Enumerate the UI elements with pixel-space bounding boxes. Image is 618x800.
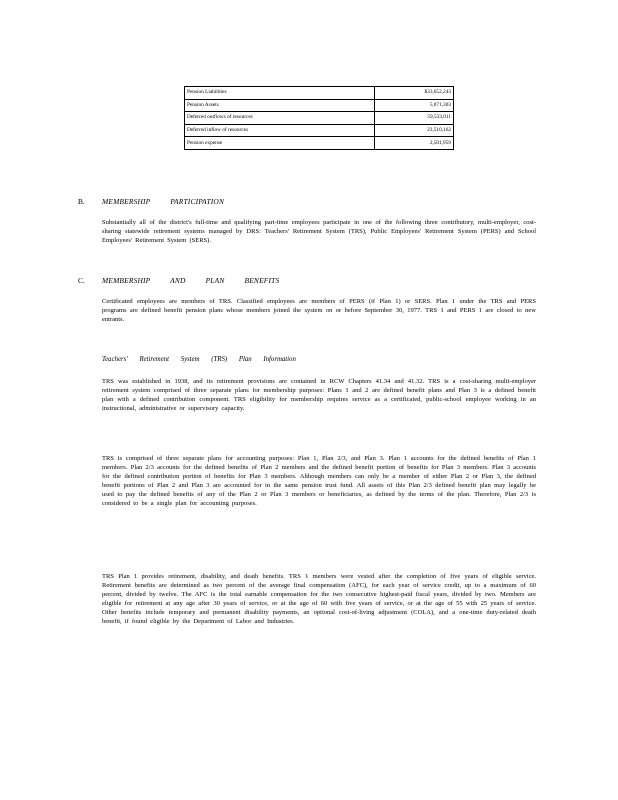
table-cell-label: Deferred inflow of resources [185, 124, 375, 137]
pension-summary-table [184, 86, 454, 150]
section-title: MEMBERSHIP AND PLAN BENEFITS [102, 276, 280, 285]
trs-plans-paragraph: TRS is comprised of three separate plans for accounting purposes: Plan 1, Plan 2/3, and Plan 3. Plan 1 accounts for the defined benefits of Plan 1 members. Plan 2/3 accounts for the defined benefits of Plan 2 members and the defined benefit portion of benefits for Plan 3 members. Plan 3 accounts for the defined contribution portion of benefits for Plan 3 members. Although members can only be a member of either Plan 2 or Plan 3, the defined benefit portions of Plan 2 and Plan 3 are accounted for in the same pension trust fund. All assets of this Plan 2/3 defined benefit plan may legally be used to pay the defined benefits of any of the Plan 2 or Plan 3 members or beneficiaries, as defined by the terms of the plan. Therefore, Plan 2/3 is considered to be a single plan for accounting purposes. [102, 455, 536, 508]
table-cell-value: $33,652,243 [375, 87, 454, 100]
section-b-paragraph: Substantially all of the district's full-time and qualifying part-time employees participate in one of the following three contributory, multi-employer, cost-sharing statewide retirement systems managed by DRS: Teachers' Retirement System (TRS), Public Employees' Retirement System (PERS) and School Employees' Retirement System (SERS). [102, 219, 536, 245]
table-cell-value: 2,501,959 [375, 137, 454, 150]
trs-subheading: Teachers' Retirement System (TRS) Plan Information [102, 356, 296, 363]
section-letter: B. [78, 197, 85, 206]
table-cell-label: Pension expense [185, 137, 375, 150]
table-cell-label: Pension Liabilities [185, 87, 375, 100]
section-title: MEMBERSHIP PARTICIPATION [102, 197, 225, 206]
trs-plan1-benefits-paragraph: TRS Plan 1 provides retirement, disability, and death benefits. TRS 1 members were vested after the completion of five years of eligible service. Retirement benefits are determined as two percent of the average final compensation (AFC), for each year of service credit, up to a maximum of 60 percent, divided by twelve. The AFC is the total earnable compensation for the two consecutive highest-paid fiscal years, divided by two. Members are eligible for retirement at any age after 30 years of service, or at the age of 60 with five years of service, or at the age of 55 with 25 years of service. Other benefits include temporary and permanent disability payments, an optional cost-of-living adjustment (COLA), and a one-time duty-related death benefit, if found eligible by the Department of Labor and Industries. [102, 573, 536, 626]
section-letter: C. [78, 276, 85, 285]
trs-established-paragraph: TRS was established in 1938, and its retirement provisions are contained in RCW Chapters 41.34 and 41.32. TRS is a cost-sharing multi-employer retirement system comprised of three separate plans for membership purposes: Plans 1 and 2 are defined benefit plans and Plan 3 is a defined benefit plan with a defined contribution component. TRS eligibility for membership requires service as a certificated, public-school employee working in an instructional, administrative or supervisory capacity. [102, 378, 536, 413]
table-cell-label: Deferred outflows of resources [185, 112, 375, 125]
table-row [185, 112, 454, 125]
table-cell-value: 23,510,162 [375, 124, 454, 137]
table-cell-value: 5,071,303 [375, 99, 454, 112]
table-cell-label: Pension Assets [185, 99, 375, 112]
table-row [185, 99, 454, 112]
table-row [185, 124, 454, 137]
table-row [185, 137, 454, 150]
table-cell-value: 59,533,011 [375, 112, 454, 125]
table-row [185, 87, 454, 100]
section-c-paragraph: Certificated employees are members of TRS. Classified employees are members of PERS (if Plan 1) or SERS. Plan 1 under the TRS and PERS programs are defined benefit pension plans whose members joined the system on or before September 30, 1977. TRS 1 and PERS 1 are closed to new entrants. [102, 298, 536, 324]
